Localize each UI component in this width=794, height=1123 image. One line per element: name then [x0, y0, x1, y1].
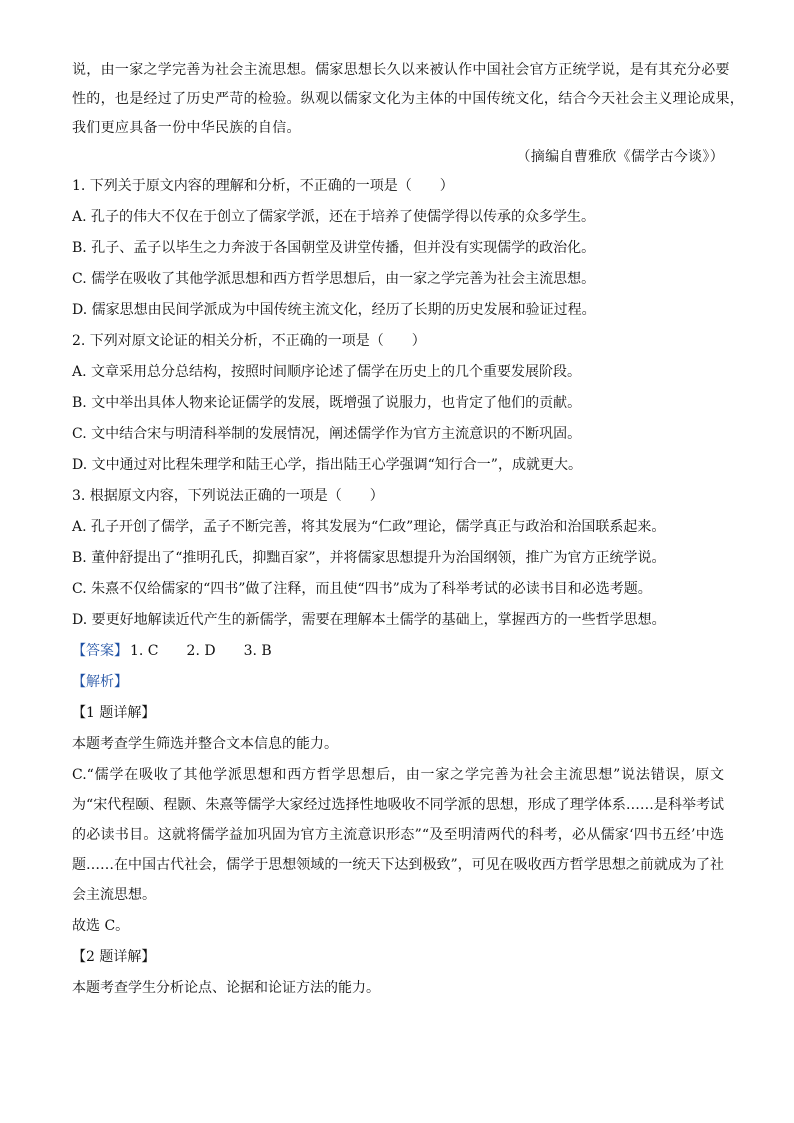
- option-b: B. 孔子、孟子以毕生之力奔波于各国朝堂及讲堂传播，但并没有实现儒学的政治化。: [72, 240, 596, 256]
- answer-item: 1. C: [130, 643, 159, 659]
- question-stem: 1. 下列关于原文内容的理解和分析，不正确的一项是（ ）: [72, 178, 454, 194]
- option-b: B. 董仲舒提出了“推明孔氏，抑黜百家”，并将儒家思想提升为治国纲领，推广为官方正统学说。: [72, 550, 666, 566]
- option-c: C. 文中结合宋与明清科举制的发展情况，阐述儒学作为官方主流意识的不断巩固。: [72, 426, 582, 442]
- question-stem: 2. 下列对原文论证的相关分析，不正确的一项是（ ）: [72, 333, 426, 349]
- answer-item: 3. B: [243, 643, 272, 659]
- section-conclusion: 故选 C。: [72, 918, 130, 934]
- option-c: C. 儒学在吸收了其他学派思想和西方哲学思想后，由一家之学完善为社会主流思想。: [72, 271, 596, 287]
- answer-item: 2. D: [186, 643, 216, 659]
- option-c: C. 朱熹不仅给儒家的“四书”做了注释，而且使“四书”成为了科举考试的必读书目和必选考题。: [72, 581, 652, 597]
- document-page: [72, 62, 745, 1011]
- analysis-tag: 【解析】: [72, 674, 128, 690]
- option-b: B. 文中举出具体人物来论证儒学的发展，既增强了说服力，也肯定了他们的贡献。: [72, 395, 582, 411]
- question-3: [72, 488, 724, 628]
- option-a: A. 孔子开创了儒学，孟子不断完善，将其发展为“仁政”理论，儒学真正与政治和治国联系起来。: [72, 519, 666, 535]
- passage: [72, 62, 745, 165]
- passage-line: 我们更应具备一份中华民族的自信。: [72, 120, 301, 136]
- analysis: [72, 674, 724, 996]
- answer-tag: 【答案】: [72, 643, 128, 659]
- passage-line: 性的，也是经过了历史严苛的检验。纵观以儒家文化为主体的中国传统文化，结合今天社会主义理论成果，: [72, 91, 745, 107]
- passage-line: 说，由一家之学完善为社会主流思想。儒家思想长久以来被认作中国社会官方正统学说，是有其充分必要: [72, 62, 730, 78]
- section-body: C.“儒学在吸收了其他学派思想和西方哲学思想后，由一家之学完善为社会主流思想”说法错误，原文为“宋代程颐、程颢、朱熹等儒学大家经过选择性地吸收不同学派的思想，形成了理学体系……是科举考试的必读书目。这就将儒学益加巩固为官方主流意识形态”“及至明清两代的科考，必从儒家‘四书五经’中选题……在中国古代社会，儒学于思想领域的一统天下达到极致”，可见在吸收西方哲学思想之前就成为了社会主流思想。: [72, 767, 724, 903]
- section-intro: 本题考查学生筛选并整合文本信息的能力。: [72, 736, 338, 752]
- section-intro: 本题考查学生分析论点、论据和论证方法的能力。: [72, 980, 380, 996]
- option-a: A. 孔子的伟大不仅在于创立了儒家学派，还在于培养了使儒学得以传承的众多学生。: [72, 209, 596, 225]
- option-d: D. 要更好地解读近代产生的新儒学，需要在理解本土儒学的基础上，掌握西方的一些哲学思想。: [72, 612, 666, 628]
- question-2: [72, 333, 724, 473]
- question-1: [72, 178, 724, 318]
- option-d: D. 儒家思想由民间学派成为中国传统主流文化，经历了长期的历史发展和验证过程。: [72, 302, 596, 318]
- section-heading: 【2 题详解】: [72, 949, 156, 965]
- question-stem: 3. 根据原文内容，下列说法正确的一项是（ ）: [72, 488, 384, 504]
- answer-line: [72, 643, 724, 659]
- option-a: A. 文章采用总分总结构，按照时间顺序论述了儒学在历史上的几个重要发展阶段。: [72, 364, 582, 380]
- passage-source: （摘编自曹雅欣《儒学古今谈》）: [516, 149, 724, 165]
- section-heading: 【1 题详解】: [72, 705, 156, 721]
- option-d: D. 文中通过对比程朱理学和陆王心学，指出陆王心学强调“知行合一”，成就更大。: [72, 457, 582, 473]
